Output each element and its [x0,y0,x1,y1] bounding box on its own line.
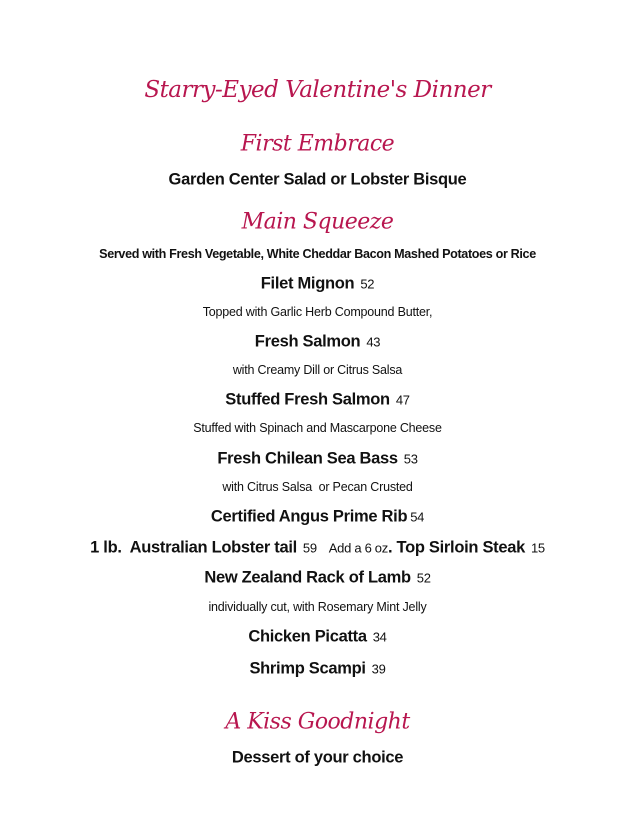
menu-item-stuffed-salmon [0,391,635,410]
served-with-note: Served with Fresh Vegetable, White Cheddar Bacon Mashed Potatoes or Rice [99,247,536,261]
item-price: 52 [416,570,431,586]
starter-item: Garden Center Salad or Lobster Bisque [168,170,467,189]
item-price: 59 [302,540,317,556]
menu-item-chicken-picatta [0,628,635,647]
item-price: 34 [372,629,387,645]
menu-item-fresh-salmon [0,333,635,352]
item-price: 54 [410,509,425,525]
menu-item-filet-mignon [0,275,635,294]
item-description: Topped with Garlic Herb Compound Butter, [202,305,433,319]
item-description: Stuffed with Spinach and Mascarpone Cheese [193,421,442,435]
menu-item-prime-rib [0,508,635,527]
section-heading-kiss-goodnight: A Kiss Goodnight [225,709,410,735]
item-name: Stuffed Fresh Salmon [225,390,390,409]
item-price: 43 [366,334,381,350]
menu-item-lobster-tail [0,539,635,558]
item-name: Fresh Chilean Sea Bass [217,449,398,468]
dessert-item: Dessert of your choice [231,748,404,767]
menu-item-sea-bass [0,450,635,469]
item-name: Shrimp Scampi [249,659,366,678]
section-heading-main-squeeze: Main Squeeze [241,209,394,235]
menu-title: Starry-Eyed Valentine's Dinner [144,77,491,103]
item-description: with Creamy Dill or Citrus Salsa [232,363,403,377]
addon-price: 15 [530,540,545,556]
item-name: Certified Angus Prime Rib [210,507,408,526]
item-description: individually cut, with Rosemary Mint Jelly [208,600,427,614]
menu-item-shrimp-scampi [0,660,635,679]
item-name: Chicken Picatta [248,627,367,646]
item-name: Fresh Salmon [254,332,361,351]
item-price: 39 [371,661,386,677]
item-name: Filet Mignon [260,274,355,293]
addon-name: . Top Sirloin Steak [387,538,525,557]
item-description: with Citrus Salsa or Pecan Crusted [222,480,413,494]
item-name: 1 lb. Australian Lobster tail [90,538,297,557]
section-heading-first-embrace: First Embrace [240,131,395,157]
menu-item-rack-of-lamb [0,569,635,588]
addon-prefix: Add a 6 oz [328,540,388,556]
item-price: 52 [360,276,375,292]
item-price: 47 [395,392,410,408]
item-price: 53 [403,451,418,467]
item-name: New Zealand Rack of Lamb [204,568,411,587]
